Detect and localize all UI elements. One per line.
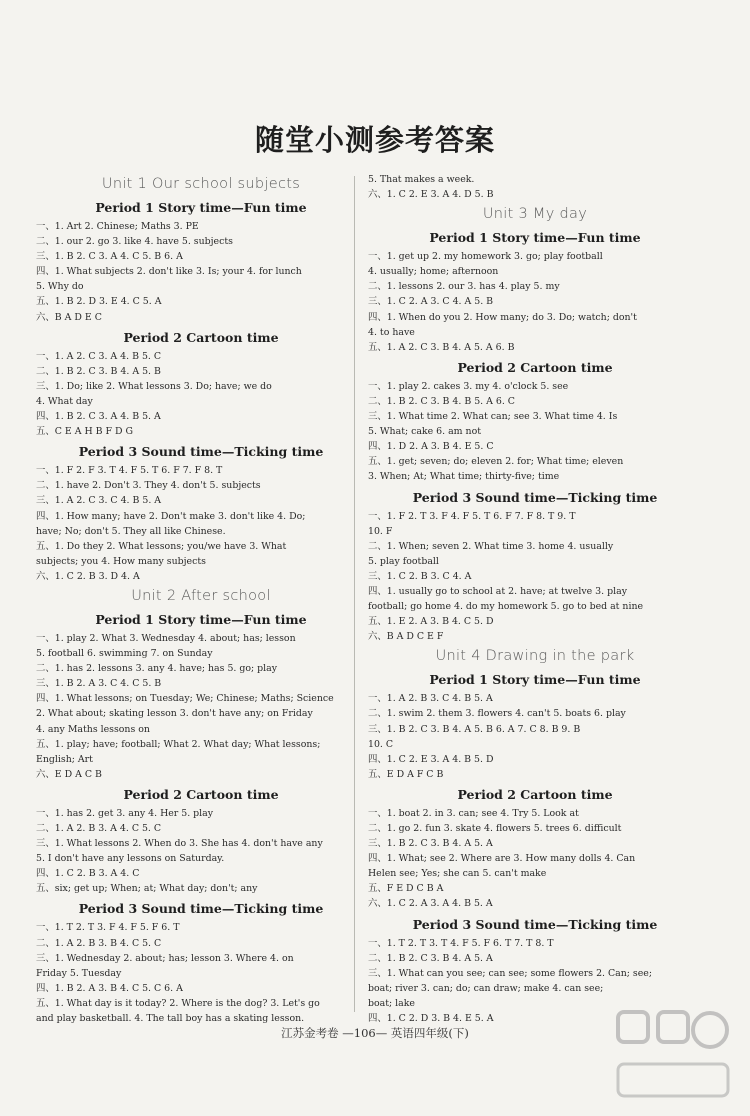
answer-line: 一、1. F 2. T 3. F 4. F 5. T 6. F 7. F 8. T 9. T [368,510,576,522]
answer-line: 一、1. T 2. T 3. T 4. F 5. F 6. T 7. T 8. T [368,937,554,949]
answer-line: 一、1. has 2. get 3. any 4. Her 5. play [36,807,214,819]
answer-line: and play basketball. 4. The tall boy has a skating lesson. [36,1013,305,1025]
answer-line: 一、1. Art 2. Chinese; Maths 3. PE [36,221,199,232]
answer-line: 五、1. What day is it today? 2. Where is the dog? 3. Let's go [36,997,320,1009]
page-footer: 江苏金考卷 —106— 英语四年级(下) [281,1026,469,1040]
period-heading: Period 3 Sound time—Ticking time [412,916,658,932]
answer-line: 一、1. play 2. What 3. Wednesday 4. about; has; lesson [36,632,296,644]
period-heading: Period 3 Sound time—Ticking time [78,901,324,917]
answer-line: 四、1. C 2. D 3. B 4. E 5. A [368,1013,494,1025]
period-heading: Period 2 Cartoon time [123,786,279,802]
answer-line: 四、1. C 2. B 3. A 4. C [36,868,140,880]
answer-line: 三、1. B 2. C 3. A 4. C 5. B 6. A [36,251,183,263]
unit-heading: Unit 1 Our school subjects [101,176,301,192]
answer-line: 六、B A D E C [36,311,102,323]
answer-line: 三、1. What can you see; can see; some flowers 2. Can; see; [368,967,652,979]
answer-line: 五、1. play; have; football; What 2. What day; What lessons; [36,738,321,750]
answer-line: 4. What day [36,395,93,407]
answer-line: 二、1. B 2. C 3. B 4. A 5. A [368,952,493,964]
answer-line: 三、1. What time 2. What can; see 3. What time 4. Is [368,411,618,423]
answer-line: 三、1. B 2. A 3. C 4. C 5. B [36,678,162,690]
answer-line: 一、1. get up 2. my homework 3. go; play football [368,251,603,263]
answer-line: 四、1. usually go to school at 2. have; at twelve 3. play [368,585,627,597]
answer-line: 二、1. has 2. lessons 3. any 4. have; has 5. go; play [36,663,278,675]
answer-line: 二、1. our 2. go 3. like 4. have 5. subjects [36,236,233,248]
answer-line: 一、1. T 2. T 3. F 4. F 5. F 6. T [36,922,180,934]
left-column [36,172,366,1026]
answer-line: have; No; don't 5. They all like Chinese. [36,525,226,537]
answer-line: 五、C E A H B F D G [36,426,133,438]
answer-line: 五、1. Do they 2. What lessons; you/we have 3. What [36,540,287,552]
answer-line: 二、1. swim 2. them 3. flowers 4. can't 5. boats 6. play [368,708,626,720]
answer-line: 四、1. When do you 2. How many; do 3. Do; watch; don't [368,311,637,323]
answer-line: 五、F E D C B A [368,883,444,895]
answer-line: 二、1. B 2. C 3. B 4. B 5. A 6. C [368,395,515,407]
answer-line: 四、1. How many; have 2. Don't make 3. don't like 4. Do; [36,510,306,522]
answer-line: 六、1. C 2. A 3. A 4. B 5. A [368,898,493,910]
answer-line: 四、1. What lessons; on Tuesday; We; Chinese; Maths; Science [36,693,334,705]
answer-line: 4. to have [368,326,415,338]
answer-line: 四、1. B 2. C 3. A 4. B 5. A [36,411,161,423]
answer-line: 5. That makes a week. [368,174,475,185]
answer-line: 10. F [368,525,393,537]
answer-line: 五、1. A 2. C 3. B 4. A 5. A 6. B [368,341,515,353]
answer-line: boat; lake [368,997,415,1009]
period-heading: Period 1 Story time—Fun time [429,672,641,688]
period-heading: Period 3 Sound time—Ticking time [412,489,658,505]
answer-line: 三、1. C 2. B 3. C 4. A [368,570,472,582]
answer-line: 一、1. boat 2. in 3. can; see 4. Try 5. Look at [368,807,579,819]
answer-line: 六、1. C 2. B 3. D 4. A [36,570,140,582]
answer-line: 五、1. E 2. A 3. B 4. C 5. D [368,616,494,628]
answer-line: 二、1. lessons 2. our 3. has 4. play 5. my [368,281,560,293]
answer-line: 5. What; cake 6. am not [368,426,481,438]
period-heading: Period 3 Sound time—Ticking time [78,444,324,460]
answer-line: 四、1. What subjects 2. don't like 3. Is; your 4. for lunch [36,266,302,278]
period-heading: Period 2 Cartoon time [457,359,613,375]
answer-line: 五、1. get; seven; do; eleven 2. for; What time; eleven [368,456,624,468]
answer-line: 四、1. B 2. A 3. B 4. C 5. C 6. A [36,982,183,994]
answer-line: 二、1. A 2. B 3. A 4. C 5. C [36,823,162,834]
answer-line: 六、E D A C B [36,768,102,780]
answer-line: 一、1. play 2. cakes 3. my 4. o'clock 5. see [368,380,569,392]
answer-line: 四、1. C 2. E 3. A 4. B 5. D [368,753,494,765]
period-heading: Period 2 Cartoon time [123,329,279,345]
answer-line: 五、1. B 2. D 3. E 4. C 5. A [36,296,162,308]
answer-line: 一、1. A 2. C 3. A 4. B 5. C [36,350,162,362]
answer-line: football; go home 4. do my homework 5. go to bed at nine [368,601,644,613]
answer-line: 4. usually; home; afternoon [368,266,499,278]
answer-line: 一、1. F 2. F 3. T 4. F 5. T 6. F 7. F 8. T [36,465,223,477]
period-heading: Period 2 Cartoon time [457,786,613,802]
unit-heading: Unit 4 Drawing in the park [435,648,635,665]
answer-line: 四、1. What; see 2. Where are 3. How many dolls 4. Can [368,853,636,865]
answer-line: 五、six; get up; When; at; What day; don't; any [36,883,258,895]
answer-line: 5. play football [368,555,439,567]
answer-line: 10. C [368,738,394,750]
answer-line: 5. Why do [36,281,84,293]
answer-line: 二、1. B 2. C 3. B 4. A 5. B [36,365,161,377]
answer-line: 六、B A D C E F [368,631,444,643]
answer-line: 一、1. A 2. B 3. C 4. B 5. A [368,693,493,705]
answer-line: 三、1. What lessons 2. When do 3. She has 4. don't have any [36,838,323,850]
answer-line: 5. football 6. swimming 7. on Sunday [36,648,213,660]
period-heading: Period 1 Story time—Fun time [429,230,641,246]
answer-line: 四、1. D 2. A 3. B 4. E 5. C [368,441,494,453]
answer-line: 二、1. A 2. B 3. B 4. C 5. C [36,937,162,949]
answer-line: 3. When; At; What time; thirty-five; time [368,471,560,483]
answer-line: 三、1. Wednesday 2. about; has; lesson 3. Where 4. on [36,952,294,964]
answer-line: 二、1. go 2. fun 3. skate 4. flowers 5. trees 6. difficult [368,823,622,834]
unit-heading: Unit 2 After school [131,587,271,604]
answer-line: 4. any Maths lessons on [36,723,150,735]
answer-line: 5. I don't have any lessons on Saturday. [36,853,225,865]
right-column [368,172,702,1026]
answer-line: 三、1. B 2. C 3. B 4. A 5. A [368,838,493,850]
page-title: 随堂小测参考答案 [254,123,495,157]
answer-line: 三、1. B 2. C 3. B 4. A 5. B 6. A 7. C 8. B 9. B [368,723,581,735]
answer-line: 二、1. When; seven 2. What time 3. home 4. usually [368,540,614,552]
answer-line: boat; river 3. can; do; can draw; make 4. can see; [368,982,604,994]
answer-line: English; Art [36,753,93,765]
unit-heading: Unit 3 My day [482,206,588,223]
answer-line: 二、1. have 2. Don't 3. They 4. don't 5. subjects [36,480,261,492]
answer-line: 三、1. C 2. A 3. C 4. A 5. B [368,296,494,308]
answer-line: Helen see; Yes; she can 5. can't make [368,868,547,880]
answer-watermark-icon [614,1006,732,1102]
answer-line: 六、1. C 2. E 3. A 4. D 5. B [368,189,494,201]
answer-line: Friday 5. Tuesday [36,967,122,979]
answer-line: 2. What about; skating lesson 3. don't have any; on Friday [36,708,313,720]
period-heading: Period 1 Story time—Fun time [95,611,307,627]
answer-line: 三、1. A 2. C 3. C 4. B 5. A [36,495,162,507]
period-heading: Period 1 Story time—Fun time [95,200,307,215]
answer-line: 五、E D A F C B [368,768,444,780]
answer-line: 三、1. Do; like 2. What lessons 3. Do; have; we do [36,380,272,392]
answer-line: subjects; you 4. How many subjects [36,555,206,567]
